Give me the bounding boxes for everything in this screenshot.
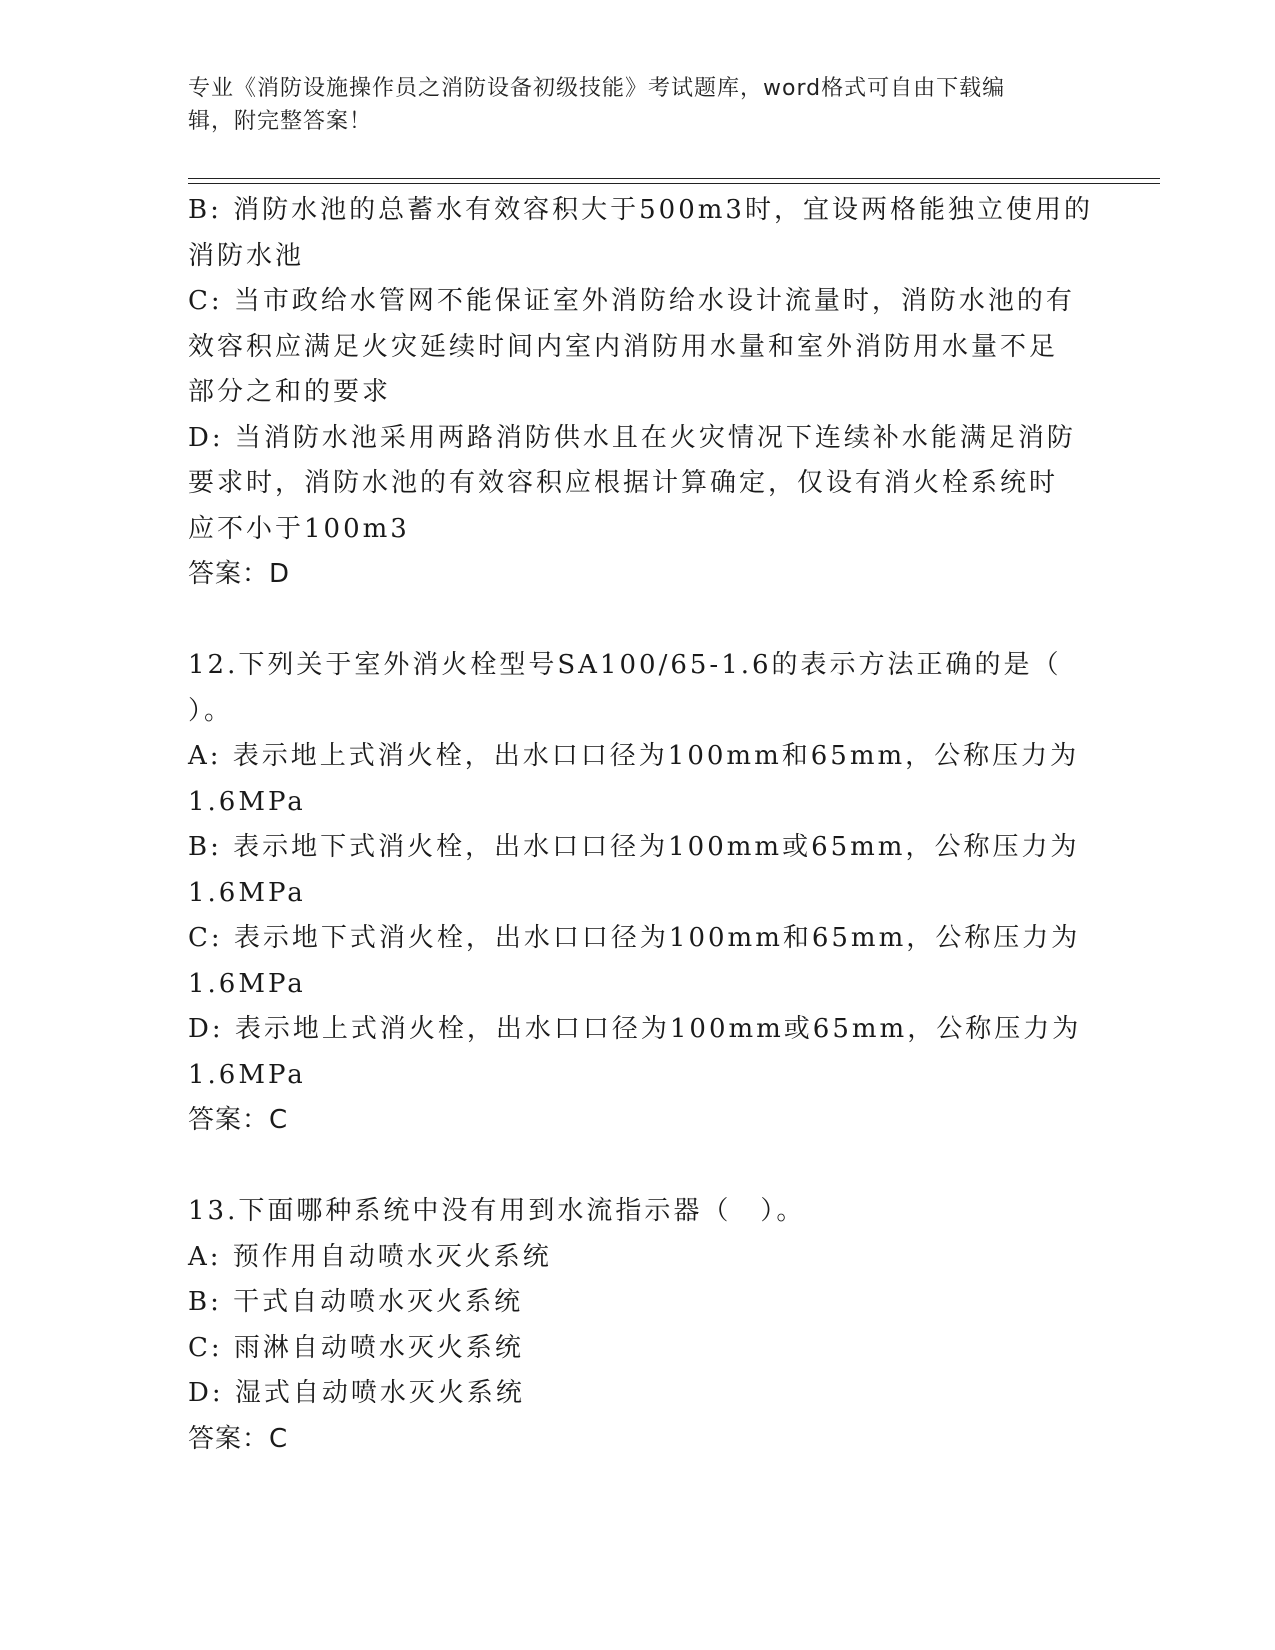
- option-c-line-1: C: 当市政给水管网不能保证室外消防给水设计流量时，消防水池的有: [188, 286, 1075, 316]
- answer-12: 答案：C: [188, 1105, 289, 1135]
- header-rule-top: [188, 178, 1160, 179]
- option-a: A: 预作用自动喷水灭火系统: [188, 1241, 552, 1272]
- header-rule-bottom: [188, 183, 1160, 184]
- option-c-line-1: C: 表示地下式消火栓，出水口口径为100mm和65mm，公称压力为: [188, 923, 1081, 953]
- question-11-continuation: [188, 188, 1093, 598]
- option-b-line-1: B: 消防水池的总蓄水有效容积大于500m3时，宜设两格能独立使用的: [188, 195, 1093, 225]
- spacer: [188, 1144, 1088, 1190]
- option-c-line-3: 部分之和的要求: [188, 377, 392, 407]
- answer-11: 答案：D: [188, 559, 291, 589]
- document-header: [188, 72, 1068, 138]
- option-d: D: 湿式自动喷水灭火系统: [188, 1378, 525, 1408]
- document-body: [188, 188, 1093, 1462]
- option-b-line-1: B: 表示地下式消火栓，出水口口径为100mm或65mm，公称压力为: [188, 832, 1080, 862]
- option-c-line-2: 效容积应满足火灾延续时间内室内消防用水量和室外消防用水量不足: [188, 331, 1059, 362]
- option-a-line-2: 1.6MPa: [188, 786, 306, 817]
- question-12-stem-line-1: 12.下列关于室外消火栓型号SA100/65-1.6的表示方法正确的是（: [188, 650, 1062, 680]
- answer-13: 答案：C: [188, 1423, 289, 1454]
- option-a-line-1: A: 表示地上式消火栓，出水口口径为100mm和65mm，公称压力为: [188, 741, 1080, 771]
- option-d-line-1: D: 当消防水池采用两路消防供水且在火灾情况下连续补水能满足消防: [188, 422, 1076, 453]
- option-b-line-2: 消防水池: [188, 240, 305, 271]
- option-d-line-2: 1.6MPa: [188, 1059, 306, 1090]
- option-b: B: 干式自动喷水灭火系统: [188, 1287, 524, 1317]
- question-12-stem-line-2: ）。: [188, 695, 234, 726]
- header-line-1: 专业《消防设施操作员之消防设备初级技能》考试题库，word格式可自由下载编: [188, 76, 1006, 101]
- question-13-stem: 13.下面哪种系统中没有用到水流指示器（ ）。: [188, 1196, 806, 1226]
- question-12: [188, 643, 1088, 1144]
- option-b-line-2: 1.6MPa: [188, 877, 306, 908]
- spacer: [188, 598, 1088, 644]
- option-d-line-1: D: 表示地上式消火栓，出水口口径为100mm或65mm，公称压力为: [188, 1014, 1082, 1044]
- question-13: [188, 1189, 1088, 1462]
- option-d-line-2: 要求时，消防水池的有效容积应根据计算确定，仅设有消火栓系统时: [188, 468, 1059, 498]
- header-line-2: 辑，附完整答案！: [188, 109, 373, 134]
- option-d-line-3: 应不小于100m3: [188, 513, 410, 544]
- option-c-line-2: 1.6MPa: [188, 968, 306, 999]
- option-c: C: 雨淋自动喷水灭火系统: [188, 1332, 524, 1363]
